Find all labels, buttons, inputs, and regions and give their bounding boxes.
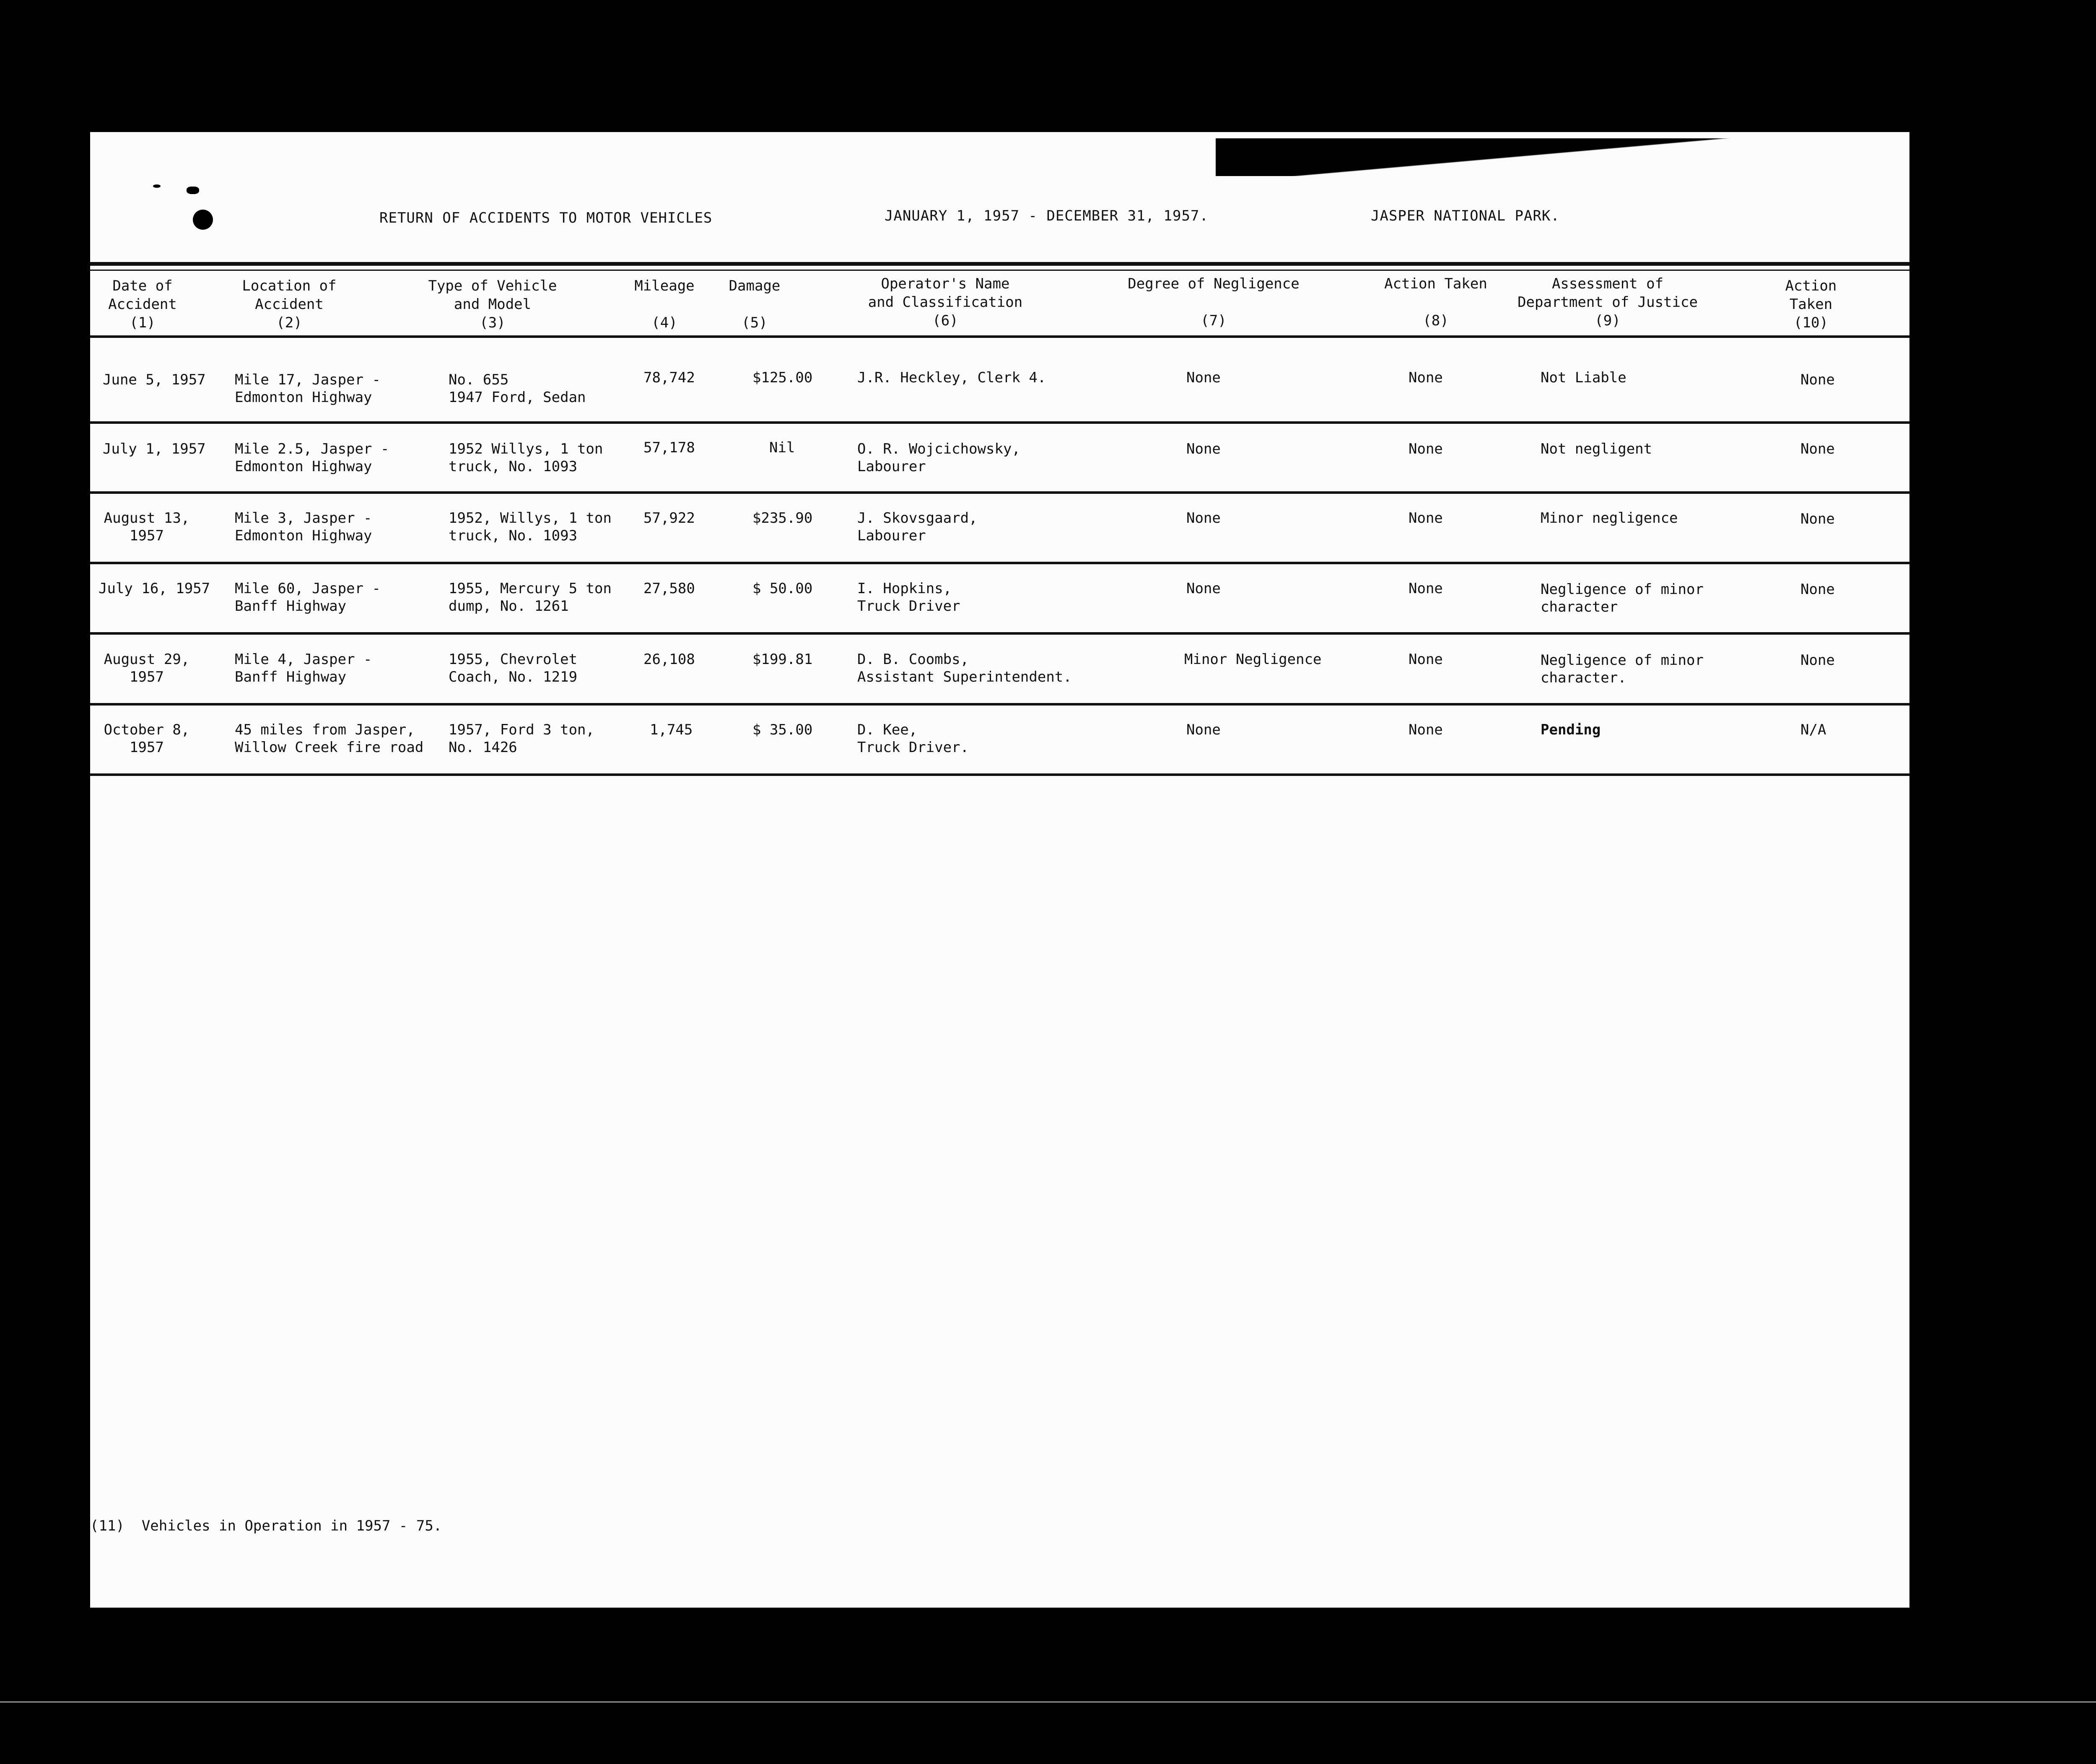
cell-vehicle: 1955, Mercury 5 ton dump, No. 1261 (449, 580, 612, 615)
cell-location: Mile 60, Jasper - Banff Highway (235, 580, 381, 615)
cell-date: August 13, 1957 (104, 510, 190, 544)
cell-damage: $ 35.00 (752, 721, 813, 738)
torn-edge (1216, 138, 1907, 176)
cell-action-2: None (1800, 581, 1835, 598)
cell-mileage: 27,580 (643, 580, 695, 597)
cell-location: Mile 2.5, Jasper - Edmonton Highway (235, 441, 389, 475)
cell-damage: $ 50.00 (752, 580, 813, 597)
cell-vehicle: 1952 Willys, 1 ton truck, No. 1093 (449, 441, 603, 475)
cell-mileage: 57,178 (643, 439, 695, 456)
cell-assessment: Minor negligence (1541, 510, 1678, 527)
column-header-action-taken: Action Taken (8) (1384, 275, 1487, 329)
cell-date: July 1, 1957 (103, 441, 206, 457)
column-header-negligence: Degree of Negligence (7) (1128, 275, 1300, 329)
document-page (90, 132, 1909, 1608)
cell-assessment: Pending (1541, 721, 1601, 738)
column-header-vehicle: Type of Vehicle and Model (3) (428, 278, 557, 331)
row-rule (90, 703, 1909, 706)
cell-action-2: None (1800, 511, 1835, 527)
cell-negligence: None (1186, 441, 1221, 457)
cell-location: Mile 17, Jasper - Edmonton Highway (235, 371, 381, 406)
row-rule (90, 335, 1909, 338)
column-header-date: Date of Accident (1) (108, 278, 177, 331)
cell-mileage: 1,745 (650, 721, 693, 738)
cell-mileage: 78,742 (643, 369, 695, 386)
cell-damage: Nil (769, 439, 795, 456)
table-top-rule (90, 262, 1909, 266)
cell-assessment: Negligence of minor character. (1541, 652, 1704, 686)
cell-vehicle: 1955, Chevrolet Coach, No. 1219 (449, 651, 578, 685)
cell-action-2: None (1800, 441, 1835, 457)
cell-operator: J. Skovsgaard, Labourer (857, 510, 978, 544)
cell-damage: $125.00 (752, 369, 813, 386)
row-rule (90, 632, 1909, 635)
cell-action: None (1409, 369, 1443, 386)
cell-location: Mile 3, Jasper - Edmonton Highway (235, 510, 372, 544)
cell-date: August 29, 1957 (104, 651, 190, 685)
cell-negligence: None (1186, 369, 1221, 386)
cell-action: None (1409, 580, 1443, 597)
column-header-action-taken-2: Action Taken (10) (1785, 278, 1837, 331)
cell-action: None (1409, 510, 1443, 527)
cell-date: October 8, 1957 (104, 721, 190, 756)
cell-action: None (1409, 721, 1443, 738)
column-header-location: Location of Accident (2) (242, 278, 337, 331)
cell-location: Mile 4, Jasper - Banff Highway (235, 651, 372, 685)
table-top-rule-thin (90, 270, 1909, 271)
cell-action-2: N/A (1800, 721, 1826, 738)
row-rule (90, 562, 1909, 564)
column-header-assessment: Assessment of Department of Justice (9) (1518, 275, 1698, 329)
cell-operator: I. Hopkins, Truck Driver (857, 580, 960, 615)
ink-mark (187, 187, 199, 194)
cell-action-2: None (1800, 652, 1835, 669)
cell-negligence: None (1186, 721, 1221, 738)
cell-operator: J.R. Heckley, Clerk 4. (857, 369, 1046, 386)
cell-action-2: None (1800, 371, 1835, 388)
cell-damage: $199.81 (752, 651, 813, 668)
column-header-damage: Damage (5) (729, 278, 781, 331)
cell-mileage: 57,922 (643, 510, 695, 527)
cell-mileage: 26,108 (643, 651, 695, 668)
cell-assessment: Not Liable (1541, 369, 1626, 386)
cell-location: 45 miles from Jasper, Willow Creek fire road (235, 721, 424, 756)
report-title: RETURN OF ACCIDENTS TO MOTOR VEHICLES (379, 210, 713, 226)
cell-date: June 5, 1957 (103, 371, 206, 388)
scanner-edge-line (0, 1701, 2096, 1703)
cell-vehicle: 1957, Ford 3 ton, No. 1426 (449, 721, 594, 756)
table-bottom-rule (90, 773, 1909, 776)
cell-action: None (1409, 441, 1443, 457)
footnote: (11) Vehicles in Operation in 1957 - 75. (90, 1518, 442, 1534)
park-name: JASPER NATIONAL PARK. (1371, 208, 1560, 224)
punch-hole-mark (193, 210, 213, 230)
cell-vehicle: 1952, Willys, 1 ton truck, No. 1093 (449, 510, 612, 544)
cell-negligence: None (1186, 510, 1221, 527)
cell-operator: D. Kee, Truck Driver. (857, 721, 969, 756)
row-rule (90, 491, 1909, 494)
cell-negligence: Minor Negligence (1184, 651, 1322, 668)
cell-assessment: Negligence of minor character (1541, 581, 1704, 615)
row-rule (90, 421, 1909, 424)
cell-operator: D. B. Coombs, Assistant Superintendent. (857, 651, 1072, 685)
cell-negligence: None (1186, 580, 1221, 597)
ink-mark (153, 184, 161, 188)
column-header-mileage: Mileage (4) (634, 278, 695, 331)
column-header-operator: Operator's Name and Classification (6) (868, 275, 1023, 329)
cell-action: None (1409, 651, 1443, 668)
cell-date: July 16, 1957 (99, 580, 210, 597)
cell-vehicle: No. 655 1947 Ford, Sedan (449, 371, 586, 406)
report-period: JANUARY 1, 1957 - DECEMBER 31, 1957. (885, 208, 1209, 224)
cell-operator: O. R. Wojcichowsky, Labourer (857, 441, 1020, 475)
cell-assessment: Not negligent (1541, 441, 1652, 457)
cell-damage: $235.90 (752, 510, 813, 527)
